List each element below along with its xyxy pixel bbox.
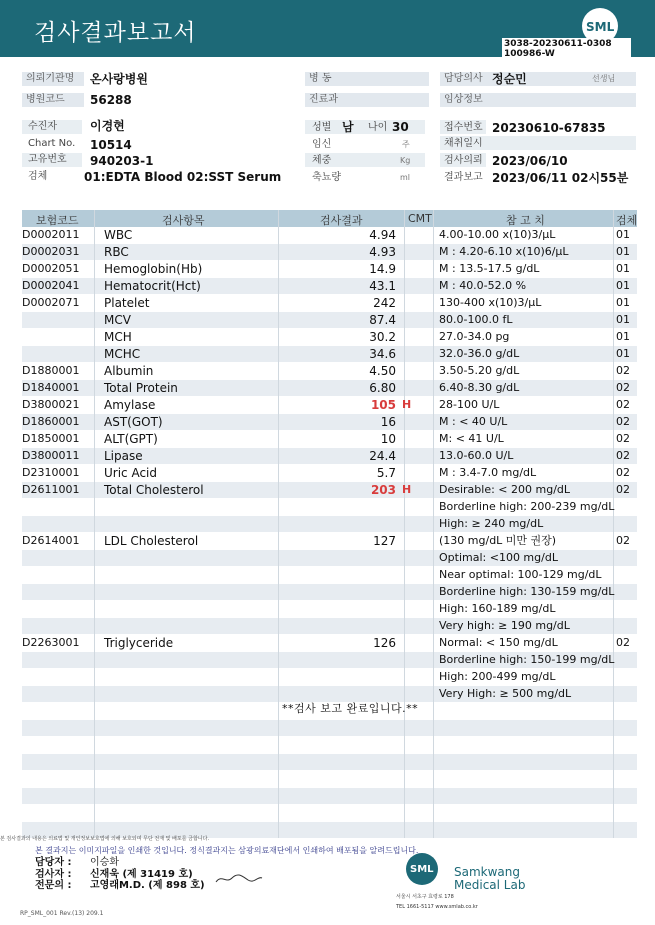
chart-label: Chart No. [28, 138, 76, 149]
row-reference: Near optimal: 100-129 mg/dL [439, 568, 602, 581]
header-result: 검사결과 [320, 214, 363, 227]
row-code: D0002071 [22, 296, 80, 309]
row-reference: M : 40.0-52.0 % [439, 279, 527, 292]
row-code: D2310001 [22, 466, 80, 479]
row-reference: M : < 40 U/L [439, 415, 508, 428]
row-flag: H [402, 398, 412, 411]
row-test-name: Hemoglobin(Hb) [104, 262, 203, 276]
row-band [22, 788, 637, 804]
row-test-name: MCV [104, 313, 131, 327]
form-code: RP_SML_001 Rev.(13) 209.1 [20, 910, 104, 917]
ward-label: 병 동 [305, 72, 429, 86]
row-test-name: Amylase [104, 398, 156, 412]
urine-unit: ml [400, 173, 411, 182]
row-result: 203 [370, 483, 396, 497]
row-reference: 3.50-5.20 g/dL [439, 364, 520, 377]
row-reference: 4.00-10.00 x(10)3/μL [439, 228, 556, 241]
row-reference: Borderline high: 130-159 mg/dL [439, 585, 615, 598]
row-test-name: WBC [104, 228, 133, 242]
row-test-name: Lipase [104, 449, 143, 463]
specimen-label: 검체 [28, 171, 48, 182]
company-name-line1: Samkwang [454, 865, 520, 879]
row-band [22, 754, 637, 770]
row-specimen: 01 [616, 262, 630, 275]
row-test-name: Platelet [104, 296, 150, 310]
row-result: 14.9 [369, 262, 396, 276]
row-result: 4.94 [369, 228, 396, 242]
row-specimen: 01 [616, 313, 630, 326]
report-label: 결과보고 [444, 172, 483, 183]
signature-icon [214, 870, 264, 886]
row-specimen: 02 [616, 381, 630, 394]
row-code: D3800011 [22, 449, 80, 462]
row-result: 34.6 [369, 347, 396, 361]
hospital-code-value: 56288 [90, 93, 132, 107]
row-test-name: AST(GOT) [104, 415, 163, 429]
row-result: 43.1 [369, 279, 396, 293]
row-reference: 80.0-100.0 fL [439, 313, 513, 326]
urine-label: 축뇨량 [312, 172, 341, 183]
header-item: 검사항목 [162, 214, 205, 227]
row-result: 242 [373, 296, 396, 310]
sex-value: 남 [342, 120, 354, 134]
receipt-value: 20230610-67835 [492, 121, 606, 135]
row-test-name: ALT(GPT) [104, 432, 158, 446]
row-result: 5.7 [376, 466, 396, 480]
request-label: 검사의뢰 [444, 155, 483, 166]
staff-label-3: 전문의 : [35, 880, 72, 891]
staff-value-3: 고영래M.D. (제 898 호) [90, 880, 205, 891]
row-test-name: Total Cholesterol [104, 483, 204, 497]
header-ref: 참 고 치 [506, 214, 545, 227]
row-specimen: 02 [616, 398, 630, 411]
dept-label: 진료과 [305, 93, 429, 107]
row-band [22, 516, 637, 532]
company-contact: TEL 1661-5117 www.smlab.co.kr [396, 904, 478, 910]
institution-label: 의뢰기관명 [22, 72, 84, 86]
company-name [454, 866, 525, 892]
row-result: 87.4 [369, 313, 396, 327]
row-reference: Optimal: <100 mg/dL [439, 551, 558, 564]
row-result: 126 [373, 636, 396, 650]
row-specimen: 02 [616, 415, 630, 428]
header-logo-text: SML [586, 20, 615, 34]
company-name-line2: Medical Lab [454, 878, 526, 892]
row-specimen: 02 [616, 432, 630, 445]
chart-value: 10514 [90, 138, 132, 152]
company-logo-text: SML [410, 864, 434, 875]
pregnancy-label: 임신 [312, 139, 332, 150]
row-specimen: 02 [616, 466, 630, 479]
row-reference: M : 13.5-17.5 g/dL [439, 262, 540, 275]
row-reference: Normal: < 150 mg/dL [439, 636, 558, 649]
row-reference: Very High: ≥ 500 mg/dL [439, 687, 572, 700]
row-reference: 32.0-36.0 g/dL [439, 347, 520, 360]
row-reference: High: ≥ 240 mg/dL [439, 517, 544, 530]
row-result: 105 [370, 398, 396, 412]
row-code: D2263001 [22, 636, 80, 649]
row-test-name: Total Protein [104, 381, 178, 395]
doctor-value: 정순민 [492, 72, 527, 86]
page-title: 검사결과보고서 [34, 20, 197, 46]
row-reference: M : 4.20-6.10 x(10)6/μL [439, 245, 569, 258]
row-test-name: MCHC [104, 347, 141, 361]
notice-text: 본 결과지는 이미지파일을 인쇄한 것입니다. 정식결과지는 삼광의료재단에서 인쇄하여 배포됨을 알려드립니다. [35, 846, 419, 855]
row-reference: 130-400 x(10)3/μL [439, 296, 542, 309]
receipt-label: 접수번호 [444, 122, 483, 133]
row-code: D0002011 [22, 228, 80, 241]
institution-value: 온사랑병원 [90, 72, 148, 86]
report-value: 2023/06/11 02시55분 [492, 171, 629, 185]
row-reference: 13.0-60.0 U/L [439, 449, 514, 462]
header-cmt: CMT [408, 212, 432, 225]
row-code: D1850001 [22, 432, 80, 445]
row-reference: Borderline high: 200-239 mg/dL [439, 500, 615, 513]
row-flag: H [402, 483, 412, 496]
row-test-name: MCH [104, 330, 132, 344]
clinical-label: 임상정보 [440, 93, 636, 107]
row-result: 10 [380, 432, 396, 446]
age-value: 30 [392, 120, 409, 134]
report-id: 3038-20230611-0308 100986-W [502, 38, 631, 60]
row-specimen: 01 [616, 245, 630, 258]
row-code: D3800021 [22, 398, 80, 411]
row-specimen: 02 [616, 534, 630, 547]
row-reference: 27.0-34.0 pg [439, 330, 510, 343]
request-value: 2023/06/10 [492, 154, 568, 168]
weight-unit: Kg [400, 156, 411, 165]
row-test-name: Uric Acid [104, 466, 158, 480]
row-reference: High: 160-189 mg/dL [439, 602, 556, 615]
row-code: D1880001 [22, 364, 80, 377]
row-test-name: Albumin [104, 364, 154, 378]
row-code: D2614001 [22, 534, 80, 547]
staff-value-1: 이승화 [90, 857, 119, 868]
row-reference: Very high: ≥ 190 mg/dL [439, 619, 570, 632]
row-code: D0002051 [22, 262, 80, 275]
row-specimen: 01 [616, 347, 630, 360]
row-result: 4.93 [369, 245, 396, 259]
row-test-name: Hematocrit(Hct) [104, 279, 201, 293]
staff-value-2: 신재욱 (제 31419 호) [90, 869, 193, 880]
header-code: 보험코드 [36, 214, 79, 227]
row-result: 24.4 [369, 449, 396, 463]
row-reference: M: < 41 U/L [439, 432, 504, 445]
row-specimen: 02 [616, 364, 630, 377]
row-code: D1840001 [22, 381, 80, 394]
row-reference: 28-100 U/L [439, 398, 500, 411]
row-reference: M : 3.4-7.0 mg/dL [439, 466, 537, 479]
id-value: 940203-1 [90, 154, 154, 168]
patient-label: 수진자 [28, 121, 57, 132]
weight-label: 체중 [312, 155, 332, 166]
age-label: 나이 [368, 122, 388, 133]
row-specimen: 02 [616, 483, 630, 496]
row-specimen: 01 [616, 279, 630, 292]
patient-value: 이경현 [90, 119, 125, 133]
sex-label: 성별 [312, 122, 332, 133]
row-band [22, 720, 637, 736]
completion-message: **검사 보고 완료입니다.** [282, 702, 419, 715]
row-code: D0002041 [22, 279, 80, 292]
pregnancy-unit: 주 [402, 140, 410, 149]
row-code: D1860001 [22, 415, 80, 428]
header-spec: 검체 [616, 214, 638, 227]
row-code: D0002031 [22, 245, 80, 258]
hospital-code-label: 병원코드 [22, 93, 84, 107]
row-specimen: 01 [616, 296, 630, 309]
row-specimen: 02 [616, 449, 630, 462]
collect-label: 채취일시 [444, 138, 483, 149]
row-result: 127 [373, 534, 396, 548]
row-specimen: 01 [616, 330, 630, 343]
doctor-suffix: 선생님 [592, 74, 616, 83]
row-reference: Borderline high: 150-199 mg/dL [439, 653, 615, 666]
row-result: 30.2 [369, 330, 396, 344]
specimen-value: 01:EDTA Blood 02:SST Serum [84, 170, 282, 184]
row-result: 16 [380, 415, 396, 429]
id-label: 고유번호 [28, 154, 67, 165]
row-reference: High: 200-499 mg/dL [439, 670, 556, 683]
row-specimen: 02 [616, 636, 630, 649]
company-address: 서울시 서초구 효령로 178 [396, 894, 454, 900]
doctor-label: 담당의사 [440, 72, 636, 86]
row-code: D2611001 [22, 483, 80, 496]
staff-label-1: 담당자 : [35, 857, 72, 868]
row-result: 6.80 [369, 381, 396, 395]
staff-label-2: 검사자 : [35, 869, 72, 880]
row-test-name: LDL Cholesterol [104, 534, 199, 548]
row-reference: 6.40-8.30 g/dL [439, 381, 520, 394]
row-reference: (130 mg/dL 미만 권장) [439, 534, 557, 547]
row-reference: Desirable: < 200 mg/dL [439, 483, 571, 496]
row-specimen: 01 [616, 228, 630, 241]
fine-print: 본 검사결과의 내용은 의료법 및 개인정보보호법에 의해 보호되며 무단 전재 및 배포를 금합니다. [0, 836, 210, 842]
row-result: 4.50 [369, 364, 396, 378]
row-test-name: RBC [104, 245, 129, 259]
row-test-name: Triglyceride [104, 636, 174, 650]
